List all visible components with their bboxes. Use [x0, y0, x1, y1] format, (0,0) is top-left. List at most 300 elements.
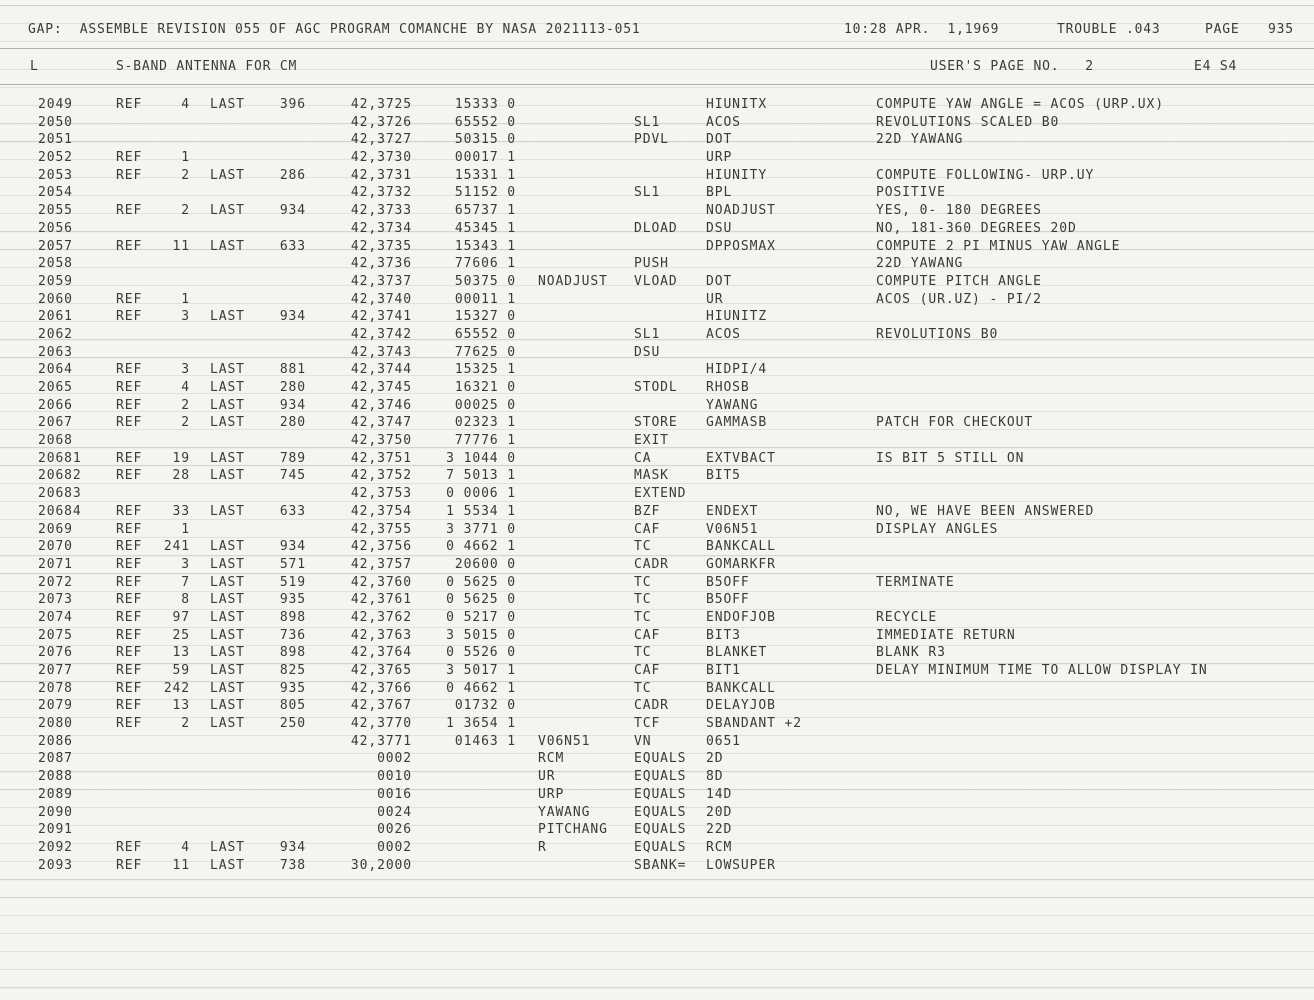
- ref-label: REF: [116, 627, 143, 643]
- operand: BIT3: [706, 627, 741, 643]
- octal-code: 0 4662 1: [446, 680, 516, 696]
- address: 0024: [377, 804, 412, 820]
- listing-row: [0, 627, 1314, 645]
- last-label: LAST: [210, 97, 245, 112]
- octal-code: 0 4662 1: [446, 539, 516, 555]
- octal-code: 65552 0: [454, 326, 516, 342]
- address: 42,3727: [350, 132, 412, 148]
- last-page: 250: [279, 716, 306, 732]
- line-number: 2070: [38, 539, 73, 555]
- last-page: 396: [279, 97, 306, 112]
- address: 0002: [377, 839, 412, 855]
- opcode: DSU: [634, 344, 661, 360]
- last-label: LAST: [210, 592, 245, 608]
- last-label: LAST: [210, 397, 245, 413]
- line-number: 2063: [38, 344, 73, 360]
- last-page: 633: [279, 238, 306, 254]
- line-number: 20683: [38, 486, 82, 502]
- operand: SBANDANT +2: [706, 716, 802, 732]
- operand: ACOS: [706, 326, 741, 342]
- symbol-label: YAWANG: [538, 804, 591, 820]
- operand: DOT: [706, 132, 733, 148]
- comment: REVOLUTIONS B0: [876, 326, 999, 342]
- ref-count: 1: [181, 521, 190, 537]
- octal-code: 15325 1: [454, 362, 516, 378]
- ref-label: REF: [116, 556, 143, 572]
- operand: 2D: [706, 751, 724, 767]
- ref-count: 59: [172, 663, 190, 678]
- listing-row: [0, 397, 1314, 415]
- address: 42,3737: [350, 273, 412, 289]
- address: 42,3750: [350, 433, 412, 449]
- header-divider: [0, 48, 1314, 49]
- last-page: 738: [279, 857, 306, 873]
- operand: BIT5: [706, 468, 741, 484]
- operand: ACOS: [706, 114, 741, 130]
- line-number: 2075: [38, 627, 73, 643]
- address: 42,3761: [350, 592, 412, 608]
- line-number: 2054: [38, 185, 73, 201]
- comment: 22D YAWANG: [876, 132, 964, 148]
- last-page: 934: [279, 309, 306, 325]
- octal-code: 77606 1: [454, 256, 516, 272]
- listing-row: [0, 556, 1314, 574]
- line-number: 2091: [38, 822, 73, 838]
- last-page: 898: [279, 645, 306, 661]
- address: 42,3730: [350, 150, 412, 166]
- line-number: 2058: [38, 256, 73, 272]
- octal-code: 00017 1: [454, 150, 516, 166]
- ref-label: REF: [116, 450, 143, 466]
- last-page: 805: [279, 698, 306, 714]
- ref-label: REF: [116, 503, 143, 519]
- line-number: 2053: [38, 167, 73, 183]
- octal-code: 65552 0: [454, 114, 516, 130]
- line-number: 2061: [38, 309, 73, 325]
- opcode: EQUALS: [634, 786, 687, 802]
- last-label: LAST: [210, 380, 245, 395]
- symbol-label: V06N51: [538, 733, 591, 749]
- listing-row: [0, 414, 1314, 432]
- line-number: 2065: [38, 380, 73, 395]
- listing-row: [0, 432, 1314, 450]
- comment: YES, 0- 180 DEGREES: [876, 203, 1042, 219]
- address: 0026: [377, 822, 412, 838]
- operand: V06N51: [706, 521, 759, 537]
- symbol-label: PITCHANG: [538, 822, 608, 838]
- opcode: CA: [634, 450, 652, 466]
- address: 42,3725: [350, 97, 412, 112]
- subheader-divider: [0, 84, 1314, 85]
- operand: BANKCALL: [706, 680, 776, 696]
- opcode: CADR: [634, 556, 669, 572]
- run-timestamp: 10:28 APR. 1,1969: [844, 22, 1000, 37]
- listing-row: [0, 591, 1314, 609]
- opcode: EQUALS: [634, 839, 687, 855]
- listing-row: [0, 273, 1314, 291]
- octal-code: 50375 0: [454, 273, 516, 289]
- assembly-title: GAP: ASSEMBLE REVISION 055 OF AGC PROGRAM COMANCHE BY NASA 2021113-051: [28, 22, 641, 37]
- last-page: 789: [279, 450, 306, 466]
- last-page: 633: [279, 503, 306, 519]
- operand: B5OFF: [706, 574, 750, 590]
- octal-code: 15333 0: [454, 97, 516, 112]
- address: 0010: [377, 769, 412, 785]
- last-label: LAST: [210, 556, 245, 572]
- ref-label: REF: [116, 680, 143, 696]
- octal-code: 50315 0: [454, 132, 516, 148]
- octal-code: 00025 0: [454, 397, 516, 413]
- listing-row: [0, 184, 1314, 202]
- operand: UR: [706, 291, 724, 307]
- listing-row: [0, 114, 1314, 132]
- ref-label: REF: [116, 857, 143, 873]
- last-label: LAST: [210, 609, 245, 625]
- operand: EXTVBACT: [706, 450, 776, 466]
- last-page: 881: [279, 362, 306, 378]
- opcode: VN: [634, 733, 652, 749]
- address: 0002: [377, 751, 412, 767]
- symbol-label: UR: [538, 769, 556, 785]
- octal-code: 0 5625 0: [446, 592, 516, 608]
- last-page: 825: [279, 663, 306, 678]
- ref-label: REF: [116, 309, 143, 325]
- operand: DSU: [706, 220, 733, 236]
- ref-count: 97: [172, 609, 190, 625]
- operand: BPL: [706, 185, 733, 201]
- line-number: 2092: [38, 839, 73, 855]
- ref-label: REF: [116, 97, 143, 112]
- line-number: 2090: [38, 804, 73, 820]
- listing-row: [0, 238, 1314, 256]
- last-label: LAST: [210, 450, 245, 466]
- line-number: 20684: [38, 503, 82, 519]
- address: 42,3762: [350, 609, 412, 625]
- address: 42,3726: [350, 114, 412, 130]
- last-page: 934: [279, 839, 306, 855]
- octal-code: 15343 1: [454, 238, 516, 254]
- line-number: 2066: [38, 397, 73, 413]
- line-number: 2079: [38, 698, 73, 714]
- line-number: 2089: [38, 786, 73, 802]
- comment: PATCH FOR CHECKOUT: [876, 415, 1034, 431]
- address: 42,3770: [350, 716, 412, 732]
- listing-row: [0, 857, 1314, 875]
- line-number: 2057: [38, 238, 73, 254]
- listing-row: [0, 750, 1314, 768]
- last-label: LAST: [210, 680, 245, 696]
- listing-row: [0, 361, 1314, 379]
- line-number: 2064: [38, 362, 73, 378]
- line-number: 2060: [38, 291, 73, 307]
- last-page: 898: [279, 609, 306, 625]
- ref-label: REF: [116, 203, 143, 219]
- last-page: 286: [279, 167, 306, 183]
- last-label: LAST: [210, 857, 245, 873]
- address: 42,3744: [350, 362, 412, 378]
- operand: GOMARKFR: [706, 556, 776, 572]
- last-label: LAST: [210, 539, 245, 555]
- opcode: VLOAD: [634, 273, 678, 289]
- listing-row: [0, 149, 1314, 167]
- line-number: 2051: [38, 132, 73, 148]
- comment: IS BIT 5 STILL ON: [876, 450, 1025, 466]
- line-number: 2071: [38, 556, 73, 572]
- opcode: TC: [634, 574, 652, 590]
- listing-row: [0, 804, 1314, 822]
- address: 42,3745: [350, 380, 412, 395]
- last-label: LAST: [210, 362, 245, 378]
- address: 42,3755: [350, 521, 412, 537]
- listing-row: [0, 467, 1314, 485]
- octal-code: 7 5013 1: [446, 468, 516, 484]
- octal-code: 02323 1: [454, 415, 516, 431]
- ref-label: REF: [116, 539, 143, 555]
- last-label: LAST: [210, 627, 245, 643]
- line-number: 2074: [38, 609, 73, 625]
- line-number: 2068: [38, 433, 73, 449]
- octal-code: 65737 1: [454, 203, 516, 219]
- opcode: CAF: [634, 663, 661, 678]
- operand: ENDEXT: [706, 503, 759, 519]
- listing-row: [0, 786, 1314, 804]
- comment: REVOLUTIONS SCALED B0: [876, 114, 1060, 130]
- octal-code: 45345 1: [454, 220, 516, 236]
- page-label: PAGE: [1205, 22, 1240, 37]
- octal-code: 3 1044 0: [446, 450, 516, 466]
- operand: 22D: [706, 822, 733, 838]
- ref-count: 8: [181, 592, 190, 608]
- listing-row: [0, 96, 1314, 114]
- octal-code: 77625 0: [454, 344, 516, 360]
- listing-row: [0, 662, 1314, 680]
- header-line-1: [0, 22, 1314, 44]
- listing-row: [0, 450, 1314, 468]
- ref-label: REF: [116, 716, 143, 732]
- ref-label: REF: [116, 468, 143, 484]
- last-label: LAST: [210, 663, 245, 678]
- address: 42,3740: [350, 291, 412, 307]
- ref-count: 3: [181, 309, 190, 325]
- last-label: LAST: [210, 698, 245, 714]
- listing-row: [0, 644, 1314, 662]
- comment: DISPLAY ANGLES: [876, 521, 999, 537]
- last-label: LAST: [210, 645, 245, 661]
- line-number: 2069: [38, 521, 73, 537]
- line-number: 2049: [38, 97, 73, 112]
- listing-row: [0, 255, 1314, 273]
- address: 42,3731: [350, 167, 412, 183]
- octal-code: 16321 0: [454, 380, 516, 395]
- ref-count: 3: [181, 362, 190, 378]
- listing-row: [0, 574, 1314, 592]
- octal-code: 1 3654 1: [446, 716, 516, 732]
- octal-code: 1 5534 1: [446, 503, 516, 519]
- ref-count: 2: [181, 203, 190, 219]
- last-page: 280: [279, 380, 306, 395]
- last-label: LAST: [210, 716, 245, 732]
- symbol-label: URP: [538, 786, 565, 802]
- ref-count: 4: [181, 380, 190, 395]
- opcode: SBANK=: [634, 857, 687, 873]
- ref-label: REF: [116, 609, 143, 625]
- comment: COMPUTE FOLLOWING- URP.UY: [876, 167, 1095, 183]
- operand: 14D: [706, 786, 733, 802]
- last-page: 519: [279, 574, 306, 590]
- last-label: LAST: [210, 203, 245, 219]
- comment: COMPUTE YAW ANGLE = ACOS (URP.UX): [876, 97, 1164, 112]
- ref-label: REF: [116, 397, 143, 413]
- comment: ACOS (UR.UZ) - PI/2: [876, 291, 1042, 307]
- opcode: EQUALS: [634, 751, 687, 767]
- octal-code: 77776 1: [454, 433, 516, 449]
- opcode: PDVL: [634, 132, 669, 148]
- operand: 8D: [706, 769, 724, 785]
- ref-count: 3: [181, 556, 190, 572]
- ref-count: 242: [163, 680, 190, 696]
- line-number: 2077: [38, 663, 73, 678]
- operand: BANKCALL: [706, 539, 776, 555]
- address: 42,3754: [350, 503, 412, 519]
- comment: COMPUTE 2 PI MINUS YAW ANGLE: [876, 238, 1121, 254]
- address: 42,3771: [350, 733, 412, 749]
- opcode: STODL: [634, 380, 678, 395]
- operand: DPPOSMAX: [706, 238, 776, 254]
- address: 42,3760: [350, 574, 412, 590]
- line-number: 2052: [38, 150, 73, 166]
- line-number: 2073: [38, 592, 73, 608]
- operand: GAMMASB: [706, 415, 768, 431]
- line-number: 2055: [38, 203, 73, 219]
- ref-count: 2: [181, 167, 190, 183]
- last-page: 280: [279, 415, 306, 431]
- last-page: 736: [279, 627, 306, 643]
- operand: RHOSB: [706, 380, 750, 395]
- last-page: 745: [279, 468, 306, 484]
- line-number: 2080: [38, 716, 73, 732]
- comment: IMMEDIATE RETURN: [876, 627, 1016, 643]
- listing-row: [0, 291, 1314, 309]
- line-number: 2059: [38, 273, 73, 289]
- listing-row: [0, 521, 1314, 539]
- opcode: STORE: [634, 415, 678, 431]
- listing-row: [0, 202, 1314, 220]
- address: 42,3732: [350, 185, 412, 201]
- address: 42,3753: [350, 486, 412, 502]
- page-number: 935: [1268, 22, 1294, 37]
- last-label: LAST: [210, 574, 245, 590]
- opcode: EXTEND: [634, 486, 687, 502]
- comment: 22D YAWANG: [876, 256, 964, 272]
- octal-code: 01463 1: [454, 733, 516, 749]
- octal-code: 00011 1: [454, 291, 516, 307]
- line-number: 20681: [38, 450, 82, 466]
- opcode: TC: [634, 645, 652, 661]
- operand: NOADJUST: [706, 203, 776, 219]
- symbol-label: NOADJUST: [538, 273, 608, 289]
- octal-code: 15327 0: [454, 309, 516, 325]
- operand: DOT: [706, 273, 733, 289]
- octal-code: 15331 1: [454, 167, 516, 183]
- ref-count: 13: [172, 698, 190, 714]
- address: 42,3756: [350, 539, 412, 555]
- line-number: 2056: [38, 220, 73, 236]
- last-label: LAST: [210, 238, 245, 254]
- octal-code: 01732 0: [454, 698, 516, 714]
- last-page: 934: [279, 397, 306, 413]
- listing-row: [0, 379, 1314, 397]
- last-page: 935: [279, 680, 306, 696]
- listing-row: [0, 344, 1314, 362]
- listing-row: [0, 167, 1314, 185]
- opcode: TC: [634, 539, 652, 555]
- ref-count: 7: [181, 574, 190, 590]
- operand: B5OFF: [706, 592, 750, 608]
- listing-row: [0, 326, 1314, 344]
- listing-row: [0, 485, 1314, 503]
- comment: NO, WE HAVE BEEN ANSWERED: [876, 503, 1095, 519]
- line-number: 2078: [38, 680, 73, 696]
- address: 42,3764: [350, 645, 412, 661]
- octal-code: 0 5526 0: [446, 645, 516, 661]
- opcode: CAF: [634, 627, 661, 643]
- users-page-number: USER'S PAGE NO. 2: [930, 59, 1094, 74]
- comment: BLANK R3: [876, 645, 946, 661]
- operand: URP: [706, 150, 733, 166]
- address: 42,3735: [350, 238, 412, 254]
- trouble-count: TROUBLE .043: [1057, 22, 1161, 37]
- octal-code: 3 5017 1: [446, 663, 516, 678]
- address: 42,3765: [350, 663, 412, 678]
- ref-count: 1: [181, 150, 190, 166]
- listing-row: [0, 821, 1314, 839]
- opcode: CADR: [634, 698, 669, 714]
- listing-row: [0, 715, 1314, 733]
- ref-label: REF: [116, 291, 143, 307]
- operand: ENDOFJOB: [706, 609, 776, 625]
- comment: TERMINATE: [876, 574, 955, 590]
- ref-label: REF: [116, 663, 143, 678]
- address: 42,3766: [350, 680, 412, 696]
- opcode: MASK: [634, 468, 669, 484]
- listing-row: [0, 839, 1314, 857]
- ref-label: REF: [116, 150, 143, 166]
- operand: BIT1: [706, 663, 741, 678]
- comment: RECYCLE: [876, 609, 938, 625]
- operand: HIUNITY: [706, 167, 768, 183]
- address: 42,3742: [350, 326, 412, 342]
- ref-count: 4: [181, 839, 190, 855]
- opcode: SL1: [634, 114, 661, 130]
- operand: 0651: [706, 733, 741, 749]
- address: 42,3741: [350, 309, 412, 325]
- line-number: 2093: [38, 857, 73, 873]
- last-label: LAST: [210, 309, 245, 325]
- line-number: 2086: [38, 733, 73, 749]
- opcode: TC: [634, 609, 652, 625]
- operand: BLANKET: [706, 645, 768, 661]
- ref-label: REF: [116, 592, 143, 608]
- comment: POSITIVE: [876, 185, 946, 201]
- listing-row: [0, 697, 1314, 715]
- address: 42,3752: [350, 468, 412, 484]
- line-number: 2088: [38, 769, 73, 785]
- last-page: 935: [279, 592, 306, 608]
- last-label: LAST: [210, 167, 245, 183]
- comment: NO, 181-360 DEGREES 20D: [876, 220, 1077, 236]
- section-code: E4 S4: [1194, 59, 1238, 74]
- opcode: SL1: [634, 185, 661, 201]
